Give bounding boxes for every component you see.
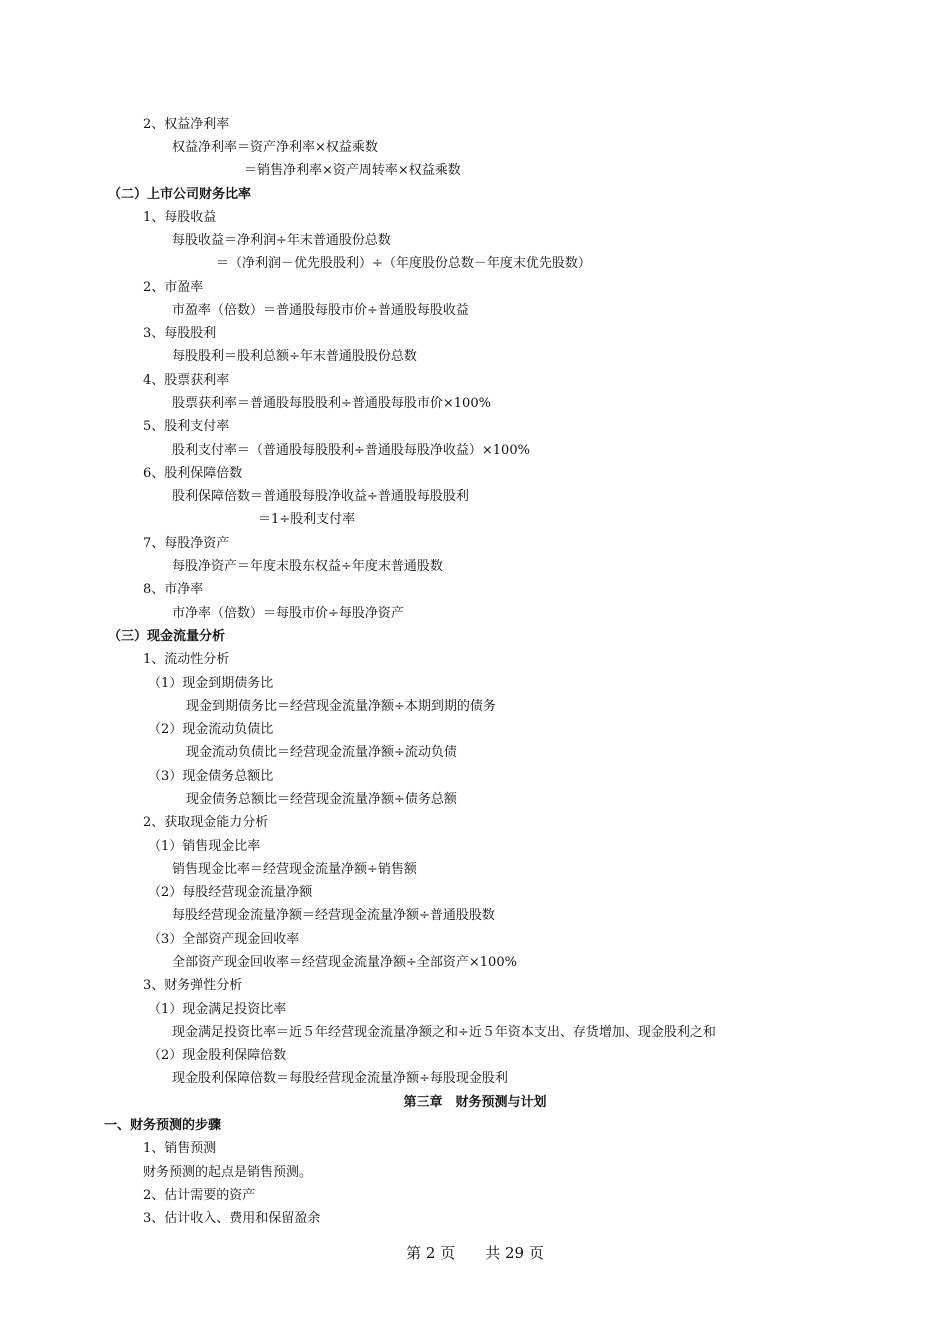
text-line: 现金流动负债比＝经营现金流量净额÷流动负债 bbox=[186, 745, 457, 760]
text-line: 财务预测的起点是销售预测。 bbox=[143, 1165, 313, 1180]
text-line: （1）销售现金比率 bbox=[148, 839, 261, 854]
chapter-title: 第三章 财务预测与计划 bbox=[403, 1095, 547, 1110]
page-footer: 第 2 页 共 29 页 bbox=[406, 1244, 544, 1262]
text-line: 1、每股收益 bbox=[143, 210, 217, 225]
text-line: 现金债务总额比＝经营现金流量净额÷债务总额 bbox=[186, 792, 457, 807]
text-line: 市净率（倍数）＝每股市价÷每股净资产 bbox=[172, 606, 404, 621]
text-line: （2）每股经营现金流量净额 bbox=[148, 885, 313, 900]
text-line: 每股股利＝股利总额÷年末普通股股份总数 bbox=[172, 349, 417, 364]
text-line: 3、每股股利 bbox=[143, 326, 217, 341]
text-line: （1）现金到期债务比 bbox=[148, 676, 274, 691]
text-line: （2）现金流动负债比 bbox=[148, 722, 274, 737]
text-line: ＝销售净利率×资产周转率×权益乘数 bbox=[244, 163, 461, 178]
text-line: 2、估计需要的资产 bbox=[143, 1188, 256, 1203]
text-line: 1、销售预测 bbox=[143, 1141, 217, 1156]
text-line: 每股净资产＝年度末股东权益÷年度末普通股数 bbox=[172, 559, 443, 574]
section-heading: 一、财务预测的步骤 bbox=[104, 1118, 222, 1133]
text-line: 销售现金比率＝经营现金流量净额÷销售额 bbox=[172, 862, 417, 877]
text-line: （2）现金股利保障倍数 bbox=[148, 1048, 287, 1063]
text-line: 每股经营现金流量净额＝经营现金流量净额÷普通股股数 bbox=[172, 908, 495, 923]
section-heading: （三）现金流量分析 bbox=[108, 629, 226, 644]
text-line: 7、每股净资产 bbox=[143, 536, 230, 551]
text-line: 全部资产现金回收率＝经营现金流量净额÷全部资产×100% bbox=[172, 955, 517, 970]
text-line: 股利支付率＝（普通股每股股利÷普通股每股净收益）×100% bbox=[172, 443, 530, 458]
text-line: 5、股利支付率 bbox=[143, 419, 230, 434]
text-line: 现金股利保障倍数＝每股经营现金流量净额÷每股现金股利 bbox=[172, 1071, 508, 1086]
text-line: 2、权益净利率 bbox=[143, 117, 230, 132]
text-line: 8、市净率 bbox=[143, 582, 204, 597]
section-heading: （二）上市公司财务比率 bbox=[108, 187, 252, 202]
text-line: 3、估计收入、费用和保留盈余 bbox=[143, 1211, 321, 1226]
text-line: 现金到期债务比＝经营现金流量净额÷本期到期的债务 bbox=[186, 699, 496, 714]
text-line: 2、市盈率 bbox=[143, 280, 204, 295]
text-line: 2、获取现金能力分析 bbox=[143, 815, 269, 830]
text-line: 股票获利率＝普通股每股股利÷普通股每股市价×100% bbox=[172, 396, 491, 411]
text-line: 股利保障倍数＝普通股每股净收益÷普通股每股股利 bbox=[172, 489, 469, 504]
text-line: （3）全部资产现金回收率 bbox=[148, 932, 300, 947]
text-line: 4、股票获利率 bbox=[143, 373, 230, 388]
text-line: ＝1÷股利支付率 bbox=[258, 512, 356, 527]
text-line: 现金满足投资比率＝近５年经营现金流量净额之和÷近５年资本支出、存货增加、现金股利之和 bbox=[172, 1025, 716, 1040]
text-line: ＝（净利润－优先股股利）÷（年度股份总数－年度末优先股数） bbox=[216, 256, 591, 271]
text-line: （1）现金满足投资比率 bbox=[148, 1002, 287, 1017]
text-line: 每股收益＝净利润÷年末普通股份总数 bbox=[172, 233, 391, 248]
text-line: 3、财务弹性分析 bbox=[143, 978, 243, 993]
text-line: （3）现金债务总额比 bbox=[148, 769, 274, 784]
text-line: 市盈率（倍数）＝普通股每股市价÷普通股每股收益 bbox=[172, 303, 469, 318]
text-line: 权益净利率＝资产净利率×权益乘数 bbox=[172, 140, 378, 155]
text-line: 1、流动性分析 bbox=[143, 652, 230, 667]
text-line: 6、股利保障倍数 bbox=[143, 466, 243, 481]
